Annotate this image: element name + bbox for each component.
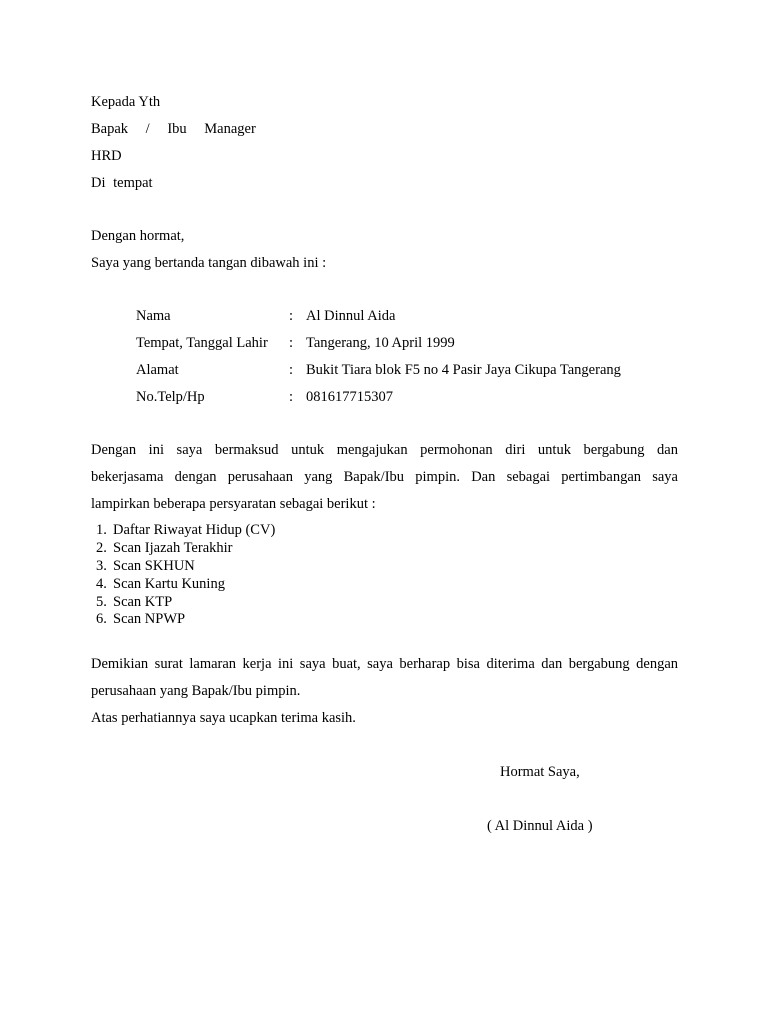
intro-text: Saya yang bertanda tangan dibawah ini : — [91, 255, 327, 271]
identity-separator: : — [289, 335, 294, 351]
recipient-line-2: Bapak / Ibu Manager — [91, 121, 256, 137]
signature-name: ( Al Dinnul Aida ) — [487, 818, 593, 834]
requirement-text: Scan NPWP — [113, 611, 186, 627]
requirement-item — [96, 521, 275, 539]
requirement-number: 3. — [96, 558, 107, 574]
requirement-item — [96, 610, 185, 628]
identity-separator: : — [289, 362, 294, 378]
requirement-item — [96, 539, 233, 557]
requirement-item — [96, 575, 225, 593]
identity-separator: : — [289, 308, 294, 324]
identity-separator: : — [289, 389, 294, 405]
closing-paragraph-line-1: Demikian surat lamaran kerja ini saya buat, saya berharap bisa diterima dan bergabung dengan — [91, 656, 678, 672]
recipient-line-4: Di tempat — [91, 175, 153, 191]
recipient-line-3: HRD — [91, 148, 122, 164]
greeting: Dengan hormat, — [91, 228, 185, 244]
requirement-text: Scan Ijazah Terakhir — [113, 540, 233, 556]
identity-label: Tempat, Tanggal Lahir — [136, 335, 268, 351]
identity-value: 081617715307 — [306, 389, 393, 405]
requirement-text: Daftar Riwayat Hidup (CV) — [113, 522, 276, 538]
requirement-text: Scan Kartu Kuning — [113, 576, 225, 592]
thanks-text: Atas perhatiannya saya ucapkan terima kasih. — [91, 710, 356, 726]
body-paragraph-line-2: bekerjasama dengan perusahaan yang Bapak/Ibu pimpin. Dan sebagai pertimbangan saya — [91, 469, 678, 485]
requirement-item — [96, 593, 172, 611]
requirement-number: 4. — [96, 576, 107, 592]
identity-label: No.Telp/Hp — [136, 389, 205, 405]
recipient-line-1: Kepada Yth — [91, 94, 161, 110]
requirement-number: 5. — [96, 594, 107, 610]
body-paragraph-line-1: Dengan ini saya bermaksud untuk mengajukan permohonan diri untuk bergabung dan — [91, 442, 678, 458]
body-paragraph-line-3: lampirkan beberapa persyaratan sebagai berikut : — [91, 496, 376, 512]
requirement-number: 2. — [96, 540, 107, 556]
identity-label: Alamat — [136, 362, 179, 378]
requirement-item — [96, 557, 195, 575]
identity-value: Bukit Tiara blok F5 no 4 Pasir Jaya Cikupa Tangerang — [306, 362, 621, 378]
requirement-number: 6. — [96, 611, 107, 627]
closing-paragraph-line-2: perusahaan yang Bapak/Ibu pimpin. — [91, 683, 301, 699]
requirement-number: 1. — [96, 522, 107, 538]
identity-value: Al Dinnul Aida — [306, 308, 396, 324]
requirement-text: Scan KTP — [113, 594, 173, 610]
requirement-text: Scan SKHUN — [113, 558, 195, 574]
identity-value: Tangerang, 10 April 1999 — [306, 335, 455, 351]
sign-off: Hormat Saya, — [500, 764, 580, 780]
identity-label: Nama — [136, 308, 171, 324]
